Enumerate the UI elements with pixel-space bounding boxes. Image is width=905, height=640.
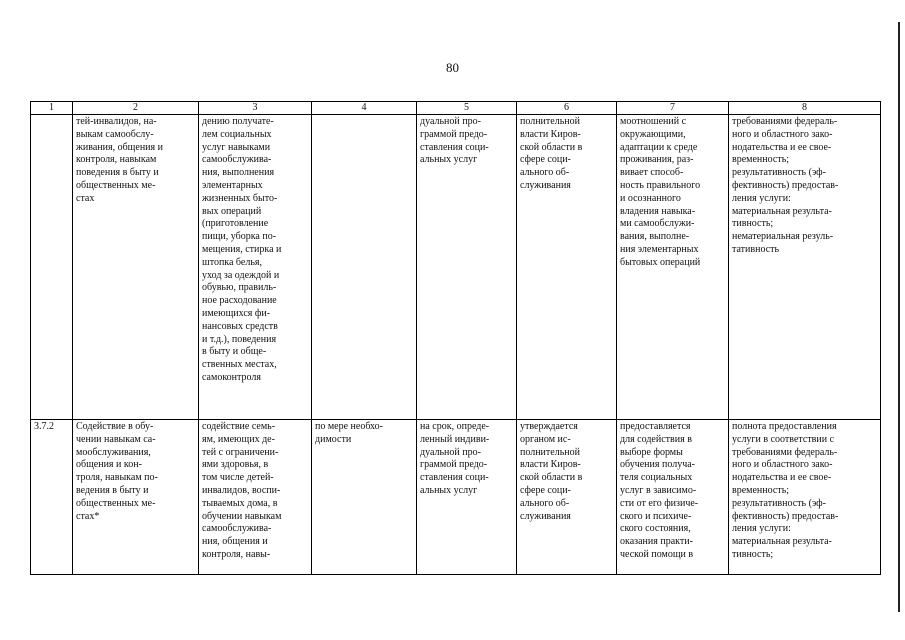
timing-cell: по мере необхо- димости <box>312 420 417 575</box>
services-table <box>30 101 881 575</box>
service-name-cell: Содействие в обу- чении навыкам са- мообслуживания, общения и кон- троля, навыкам по- ведения в быту и общественных ме- стах* <box>73 420 199 575</box>
header-cell: 8 <box>729 102 881 115</box>
header-cell: 6 <box>517 102 617 115</box>
quality-indicators-cell: полнота предоставления услуги в соответствии с требованиями федераль- ного и областного зако- нодательства и ее свое- временность; результативность (эф- фективность) предостав- ления услуги: материальная результа- тивность; <box>729 420 881 575</box>
row-number-cell <box>31 115 73 420</box>
conditions-cell: предоставляется для содействия в выборе формы обучения получа- теля социальных услуг в зависимо- сти от его физиче- ского и психиче- ского состояния, оказания практи- ческой помощи в <box>617 420 729 575</box>
service-content-cell: содействие семь- ям, имеющих де- тей с ограничени- ями здоровья, в том числе детей- инвалидов, воспи- тываемых дома, в обучении навыкам самообслужива- ния, общения и контроля, навы- <box>199 420 312 575</box>
header-cell: 3 <box>199 102 312 115</box>
header-cell: 7 <box>617 102 729 115</box>
service-content-cell: дению получате- лем социальных услуг навыками самообслужива- ния, выполнения элементарных жизненных быто- вых операций (приготовление пищи, уборка по- мещения, стирка и штопка белья, уход за одеждой и обувью, правиль- ное расходование имеющихся фи- нансовых средств и т.д.), поведения в быту и обще- ственных местах, самоконтроля <box>199 115 312 420</box>
header-cell: 5 <box>417 102 517 115</box>
header-cell: 1 <box>31 102 73 115</box>
service-name-cell: тей-инвалидов, на- выкам самообслу- живания, общения и контроля, навыкам поведения в быту и общественных ме- стах <box>73 115 199 420</box>
header-row <box>31 102 881 115</box>
table-row <box>31 420 881 575</box>
term-cell: дуальной про- граммой предо- ставления соци- альных услуг <box>417 115 517 420</box>
header-cell: 2 <box>73 102 199 115</box>
conditions-cell: моотношений с окружающими, адаптации к среде проживания, раз- вивает способ- ность правильного и осознанного владения навыка- ми самообслужи- вания, выполне- ния элементарных бытовых операций <box>617 115 729 420</box>
quality-indicators-cell: требованиями федераль- ного и областного зако- нодательства и ее свое- временность; результативность (эф- фективность) предостав- ления услуги: материальная результа- тивность; нематериальная резуль- тативность <box>729 115 881 420</box>
header-cell: 4 <box>312 102 417 115</box>
tariff-approval-cell: полнительной власти Киров- ской области в сфере соци- ального об- служивания <box>517 115 617 420</box>
timing-cell <box>312 115 417 420</box>
tariff-approval-cell: утверждается органом ис- полнительной власти Киров- ской области в сфере соци- ального об- служивания <box>517 420 617 575</box>
row-number-cell: 3.7.2 <box>31 420 73 575</box>
term-cell: на срок, опреде- ленный индиви- дуальной про- граммой предо- ставления соци- альных услуг <box>417 420 517 575</box>
page-edge-rule <box>898 22 900 612</box>
page-number: 80 <box>446 60 459 75</box>
table-row <box>31 115 881 420</box>
